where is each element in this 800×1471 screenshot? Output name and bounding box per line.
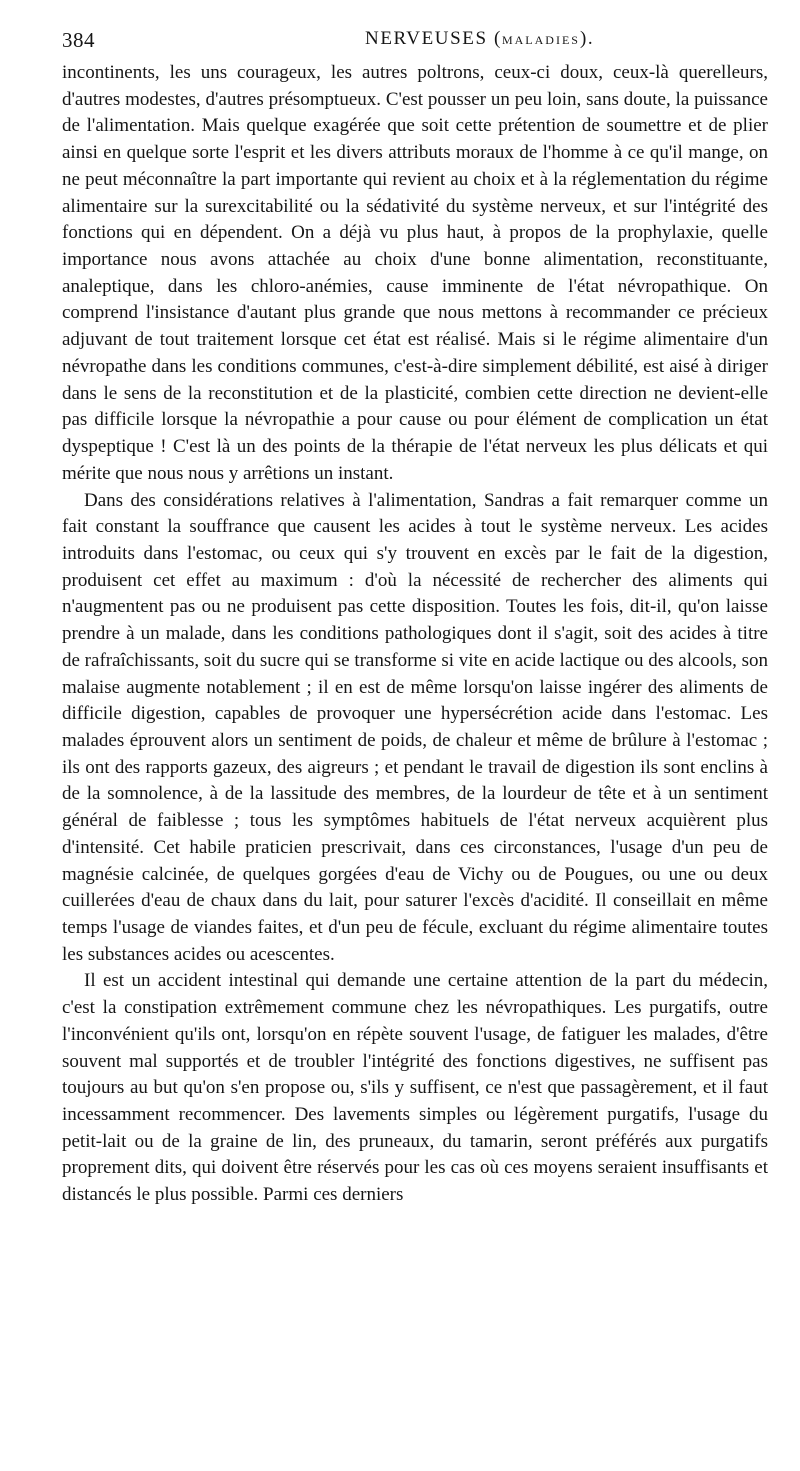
running-title-paren-open: ( — [494, 28, 502, 49]
paragraph-sandras-acids: Dans des considérations relatives à l'alimentation, Sandras a fait remarquer comme un fait constant la souffrance que causent les acides à tout le système nerveux. Les acides introduits dans l'estomac, ou ceux qui s'y trouvent en excès par le fait de la digestion, produisent cet effet au maximum : d'où la nécessité de rechercher des aliments qui n'augmentent pas ou ne produisent pas cette disposition. Toutes les fois, dit-il, qu'on laisse prendre à un malade, dans les conditions pathologiques dont il s'agit, soit des acides à titre de rafraîchissants, soit du sucre qui se transforme si vite en acide lactique ou des alcools, son malaise augmente notablement ; il en est de même lorsqu'on laisse ingérer des aliments de difficile digestion, capables de provoquer une hypersécrétion acide dans l'estomac. Les malades éprouvent alors un sentiment de poids, de chaleur et même de brûlure à l'estomac ; ils ont des rapports gazeux, des aigreurs ; et pendant le travail de digestion ils sont enclins à de la somnolence, à de la lassitude des membres, de la lourdeur de tête et à un sentiment général de faiblesse ; tous les symptômes habituels de l'état nerveux acquièrent plus d'intensité. Cet habile praticien prescrivait, dans ces circonstances, l'usage d'un peu de magnésie calcinée, de quelques gorgées d'eau de Vichy ou de Pougues, ou une ou deux cuillerées d'eau de chaux dans du lait, pour saturer l'excès d'acidité. Il conseillait en même temps l'usage de viandes faites, et d'un peu de fécule, excluant du régime alimentaire toutes les substances acides ou acescentes. — [62, 489, 768, 965]
page-number: 384 — [62, 28, 95, 52]
running-title — [365, 28, 594, 50]
running-title-subtitle: MALADIES — [501, 33, 580, 47]
running-title-paren-close: ). — [579, 28, 595, 49]
running-title-main: NERVEUSES — [365, 28, 488, 49]
paragraph-continuation: incontinents, les uns courageux, les autres poltrons, ceux-ci doux, ceux-là querelleurs, d'autres modestes, d'autres présomptueux. C'est pousser un peu loin, sans doute, la puissance de l'alimentation. Mais quelque exagérée que soit cette prétention de soumettre et de plier ainsi en quelque sorte l'esprit et les divers attributs moraux de l'homme à ce qu'il mange, on ne peut méconnaître la part importante qui revient au choix et à la réglementation du régime alimentaire sur la surexcitabilité ou la sédativité du système nerveux, et sur l'intégrité des fonctions qui en dépendent. On a déjà vu plus haut, à propos de la prophylaxie, quelle importance nous avons attachée au choix d'une bonne alimentation, reconstituante, analeptique, dans les chloro-anémies, cause imminente de l'état névropathique. On comprend l'insistance d'autant plus grande que nous mettons à recommander ce précieux adjuvant de tout traitement lorsque cet état est réalisé. Mais si le régime alimentaire d'un névropathe dans les conditions communes, c'est-à-dire simplement débilité, est aisé à diriger dans le sens de la reconstitution et de la plasticité, combien cette direction ne devient-elle pas difficile lorsque la névropathie a pour cause ou pour élément de complication un état dyspeptique ! C'est là un des points de la thérapie de l'état nerveux les plus délicats et qui mérite que nous nous y arrêtions un instant. — [62, 62, 768, 484]
running-head — [62, 28, 762, 58]
paragraph-constipation: Il est un accident intestinal qui demande une certaine attention de la part du médecin, c'est la constipation extrêmement commune chez les névropathiques. Les purgatifs, outre l'inconvénient qu'ils ont, lorsqu'on en répète souvent l'usage, de fatiguer les malades, d'être souvent mal supportés et de troubler l'intégrité des fonctions digestives, ne suffisent pas toujours au but qu'on s'en propose ou, s'ils y suffisent, ce n'est que passagèrement, et il faut incessamment recommencer. Des lavements simples ou légèrement purgatifs, l'usage du petit-lait ou de la graine de lin, des pruneaux, du tamarin, seront préférés aux purgatifs proprement dits, qui doivent être réservés pour les cas où ces moyens seraient insuffisants et distancés le plus possible. Parmi ces derniers — [62, 970, 768, 1206]
body-text — [62, 60, 768, 1209]
